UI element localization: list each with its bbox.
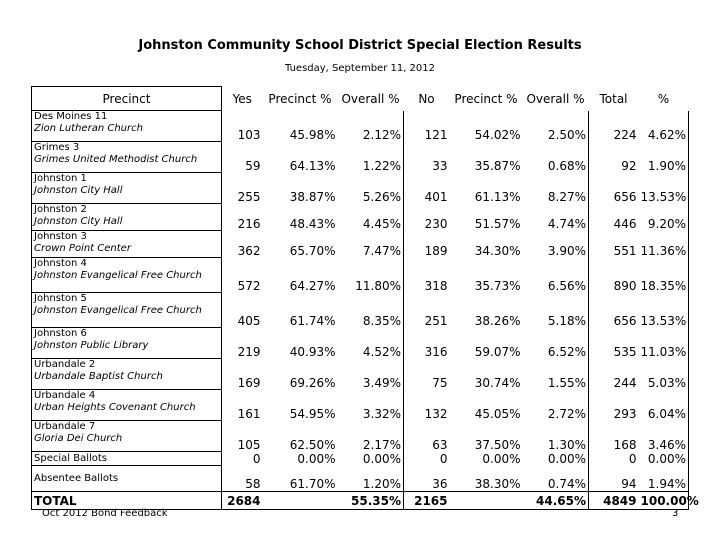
precinct-location: Johnston Evangelical Free Church — [34, 270, 202, 281]
total-cell: 551 — [613, 243, 637, 258]
table-row — [32, 258, 689, 293]
overall-pct-no-cell: 5.18% — [523, 293, 589, 328]
results-table — [31, 86, 699, 510]
precinct-cell — [32, 421, 222, 452]
precinct-pct-no-cell: 37.50% — [474, 437, 521, 452]
precinct-pct-yes-cell: 61.74% — [289, 313, 336, 328]
page-title: Johnston Community School District Special Election Results — [138, 38, 582, 53]
table-row — [32, 466, 689, 492]
overall-pct-no-cell: 0.00% — [523, 452, 589, 466]
pct-cell: 4.62% — [639, 111, 689, 142]
yes-cell: 405 — [222, 293, 263, 328]
total-cell: 446 — [613, 216, 637, 231]
precinct-name: Des Moines 11 — [34, 111, 108, 122]
total-pct-cell: 100.00% — [640, 493, 699, 508]
precinct-pct-yes-cell: 0.00% — [297, 451, 336, 466]
header-total: Total — [599, 91, 628, 106]
precinct-pct-no-cell: 35.73% — [474, 278, 521, 293]
precinct-location: Grimes United Methodist Church — [34, 154, 198, 165]
precinct-cell — [32, 466, 222, 492]
total-overall-pct-yes-cell: 55.35% — [338, 492, 404, 510]
footer-label: Oct 2012 Bond Feedback — [42, 508, 168, 519]
precinct-name: Johnston 1 — [34, 173, 87, 184]
precinct-cell — [32, 293, 222, 328]
table-row — [32, 142, 689, 173]
header-pct: % — [657, 91, 670, 106]
overall-pct-yes-cell: 2.17% — [338, 421, 404, 452]
precinct-name: Johnston 5 — [34, 293, 87, 304]
total-row — [32, 492, 689, 510]
precinct-location: Urbandale Baptist Church — [34, 371, 163, 382]
table-row — [32, 328, 689, 359]
no-cell: 230 — [424, 216, 448, 231]
total-cell: 890 — [613, 278, 637, 293]
yes-cell: 59 — [222, 142, 263, 173]
total-precinct-pct-yes-cell — [263, 492, 338, 510]
precinct-cell — [32, 258, 222, 293]
precinct-pct-no-cell: 61.13% — [474, 189, 521, 204]
total-yes-cell: 2684 — [222, 492, 263, 510]
precinct-pct-yes-cell: 62.50% — [289, 437, 336, 452]
table-row — [32, 390, 689, 421]
pct-cell: 5.03% — [639, 359, 689, 390]
overall-pct-yes-cell: 1.20% — [338, 466, 404, 492]
precinct-pct-no-cell: 45.05% — [474, 406, 521, 421]
precinct-pct-no-cell: 34.30% — [474, 243, 521, 258]
table-row — [32, 204, 689, 231]
overall-pct-yes-cell: 4.45% — [338, 204, 404, 231]
pct-cell: 18.35% — [639, 258, 689, 293]
precinct-pct-yes-cell: 69.26% — [289, 375, 336, 390]
precinct-pct-yes-cell: 65.70% — [289, 243, 336, 258]
precinct-pct-no-cell: 35.87% — [474, 158, 521, 173]
overall-pct-yes-cell: 7.47% — [338, 231, 404, 258]
yes-cell: 255 — [222, 173, 263, 204]
pct-cell: 11.36% — [639, 231, 689, 258]
total-cell: 224 — [613, 127, 637, 142]
no-cell: 75 — [432, 375, 448, 390]
pct-cell: 11.03% — [639, 328, 689, 359]
total-cell: 535 — [613, 344, 637, 359]
precinct-pct-yes-cell: 38.87% — [289, 189, 336, 204]
precinct-location: Zion Lutheran Church — [34, 123, 143, 134]
results-body — [32, 111, 699, 510]
overall-pct-yes-cell: 3.49% — [338, 359, 404, 390]
no-cell: 401 — [424, 189, 448, 204]
precinct-cell — [32, 452, 222, 466]
precinct-name: Special Ballots — [34, 452, 108, 464]
total-cell: 0 — [628, 451, 637, 466]
precinct-name: Johnston 2 — [34, 204, 87, 215]
header-row — [32, 87, 689, 111]
total-total-cell: 4849 — [589, 492, 639, 510]
precinct-location: Johnston Evangelical Free Church — [34, 305, 202, 316]
precinct-location: Johnston City Hall — [34, 216, 123, 227]
precinct-cell — [32, 231, 222, 258]
precinct-pct-no-cell: 38.26% — [474, 313, 521, 328]
table-row — [32, 231, 689, 258]
precinct-location: Johnston Public Library — [34, 340, 149, 351]
pct-cell: 0.00% — [639, 452, 689, 466]
precinct-name: Absentee Ballots — [34, 472, 119, 484]
table-row — [32, 173, 689, 204]
overall-pct-no-cell: 3.90% — [523, 231, 589, 258]
page-number: 3 — [672, 508, 679, 519]
header-precinct: Precinct — [32, 87, 222, 111]
no-cell: 63 — [432, 437, 448, 452]
precinct-cell — [32, 111, 222, 142]
overall-pct-yes-cell: 4.52% — [338, 328, 404, 359]
table-row — [32, 452, 689, 466]
precinct-name: Johnston 3 — [34, 231, 87, 242]
total-cell: 656 — [613, 189, 637, 204]
yes-cell: 362 — [222, 231, 263, 258]
total-cell: 94 — [621, 477, 637, 491]
overall-pct-yes-cell: 3.32% — [338, 390, 404, 421]
header-precinct-pct-yes: Precinct % — [268, 91, 332, 106]
precinct-name: Johnston 4 — [34, 258, 87, 269]
overall-pct-no-cell: 8.27% — [523, 173, 589, 204]
pct-cell: 13.53% — [639, 293, 689, 328]
precinct-pct-yes-cell: 64.27% — [289, 278, 336, 293]
precinct-pct-no-cell: 0.00% — [482, 451, 521, 466]
total-cell: 293 — [613, 406, 637, 421]
precinct-pct-no-cell: 59.07% — [474, 344, 521, 359]
precinct-cell — [32, 359, 222, 390]
header-overall-pct-yes: Overall % — [341, 91, 400, 106]
overall-pct-no-cell: 0.74% — [523, 466, 589, 492]
pct-cell: 3.46% — [639, 421, 689, 452]
table-row — [32, 111, 689, 142]
precinct-pct-no-cell: 54.02% — [474, 127, 521, 142]
pct-cell: 9.20% — [639, 204, 689, 231]
overall-pct-no-cell: 1.55% — [523, 359, 589, 390]
yes-cell: 169 — [222, 359, 263, 390]
precinct-location: Urban Heights Covenant Church — [34, 402, 196, 413]
yes-cell: 219 — [222, 328, 263, 359]
overall-pct-no-cell: 2.50% — [523, 111, 589, 142]
table-row — [32, 359, 689, 390]
no-cell: 189 — [424, 243, 448, 258]
overall-pct-no-cell: 4.74% — [523, 204, 589, 231]
overall-pct-yes-cell: 11.80% — [338, 258, 404, 293]
total-no-cell: 2165 — [404, 492, 450, 510]
pct-cell: 1.94% — [639, 466, 689, 492]
no-cell: 121 — [424, 127, 448, 142]
yes-cell: 572 — [222, 258, 263, 293]
pct-cell: 6.04% — [639, 390, 689, 421]
total-cell: 92 — [621, 158, 637, 173]
precinct-name: Johnston 6 — [34, 328, 87, 339]
header-yes: Yes — [232, 91, 252, 106]
precinct-pct-yes-cell: 45.98% — [289, 127, 336, 142]
page-subtitle: Tuesday, September 11, 2012 — [284, 63, 436, 74]
no-cell: 33 — [432, 158, 448, 173]
yes-cell: 105 — [222, 421, 263, 452]
precinct-name: Urbandale 7 — [34, 421, 96, 432]
precinct-cell — [32, 390, 222, 421]
precinct-pct-yes-cell: 61.70% — [289, 477, 336, 491]
precinct-pct-no-cell: 38.30% — [474, 477, 521, 491]
yes-cell: 103 — [222, 111, 263, 142]
overall-pct-no-cell: 1.30% — [523, 421, 589, 452]
overall-pct-yes-cell: 0.00% — [338, 452, 404, 466]
pct-cell: 1.90% — [639, 142, 689, 173]
precinct-location: Johnston City Hall — [34, 185, 123, 196]
precinct-cell — [32, 204, 222, 231]
precinct-pct-yes-cell: 54.95% — [289, 406, 336, 421]
overall-pct-yes-cell: 1.22% — [338, 142, 404, 173]
precinct-pct-yes-cell: 40.93% — [289, 344, 336, 359]
precinct-pct-no-cell: 51.57% — [474, 216, 521, 231]
overall-pct-no-cell: 6.52% — [523, 328, 589, 359]
total-cell: 168 — [613, 437, 637, 452]
overall-pct-no-cell: 2.72% — [523, 390, 589, 421]
header-overall-pct-no: Overall % — [526, 91, 585, 106]
yes-cell: 216 — [222, 204, 263, 231]
overall-pct-yes-cell: 8.35% — [338, 293, 404, 328]
precinct-name: Urbandale 2 — [34, 359, 96, 370]
no-cell: 36 — [432, 477, 448, 491]
yes-cell: 58 — [222, 466, 263, 492]
no-cell: 251 — [424, 313, 448, 328]
precinct-location: Gloria Dei Church — [34, 433, 123, 444]
yes-cell: 0 — [222, 452, 263, 466]
pct-cell: 13.53% — [639, 173, 689, 204]
no-cell: 0 — [439, 451, 448, 466]
total-precinct-pct-no-cell — [450, 492, 523, 510]
total-cell: 244 — [613, 375, 637, 390]
precinct-name: Grimes 3 — [34, 142, 80, 153]
overall-pct-no-cell: 6.56% — [523, 258, 589, 293]
precinct-name: Urbandale 4 — [34, 390, 96, 401]
table-row — [32, 421, 689, 452]
total-overall-pct-no-cell: 44.65% — [523, 492, 589, 510]
precinct-pct-yes-cell: 48.43% — [289, 216, 336, 231]
precinct-pct-no-cell: 30.74% — [474, 375, 521, 390]
precinct-cell — [32, 173, 222, 204]
no-cell: 132 — [424, 406, 448, 421]
header-precinct-pct-no: Precinct % — [454, 91, 518, 106]
precinct-location: Crown Point Center — [34, 243, 131, 254]
overall-pct-no-cell: 0.68% — [523, 142, 589, 173]
precinct-pct-yes-cell: 64.13% — [289, 158, 336, 173]
no-cell: 318 — [424, 278, 448, 293]
overall-pct-yes-cell: 2.12% — [338, 111, 404, 142]
table-row — [32, 293, 689, 328]
precinct-cell — [32, 142, 222, 173]
no-cell: 316 — [424, 344, 448, 359]
total-label: TOTAL — [32, 492, 222, 510]
precinct-cell — [32, 328, 222, 359]
yes-cell: 161 — [222, 390, 263, 421]
overall-pct-yes-cell: 5.26% — [338, 173, 404, 204]
header-no: No — [418, 91, 435, 106]
total-cell: 656 — [613, 313, 637, 328]
